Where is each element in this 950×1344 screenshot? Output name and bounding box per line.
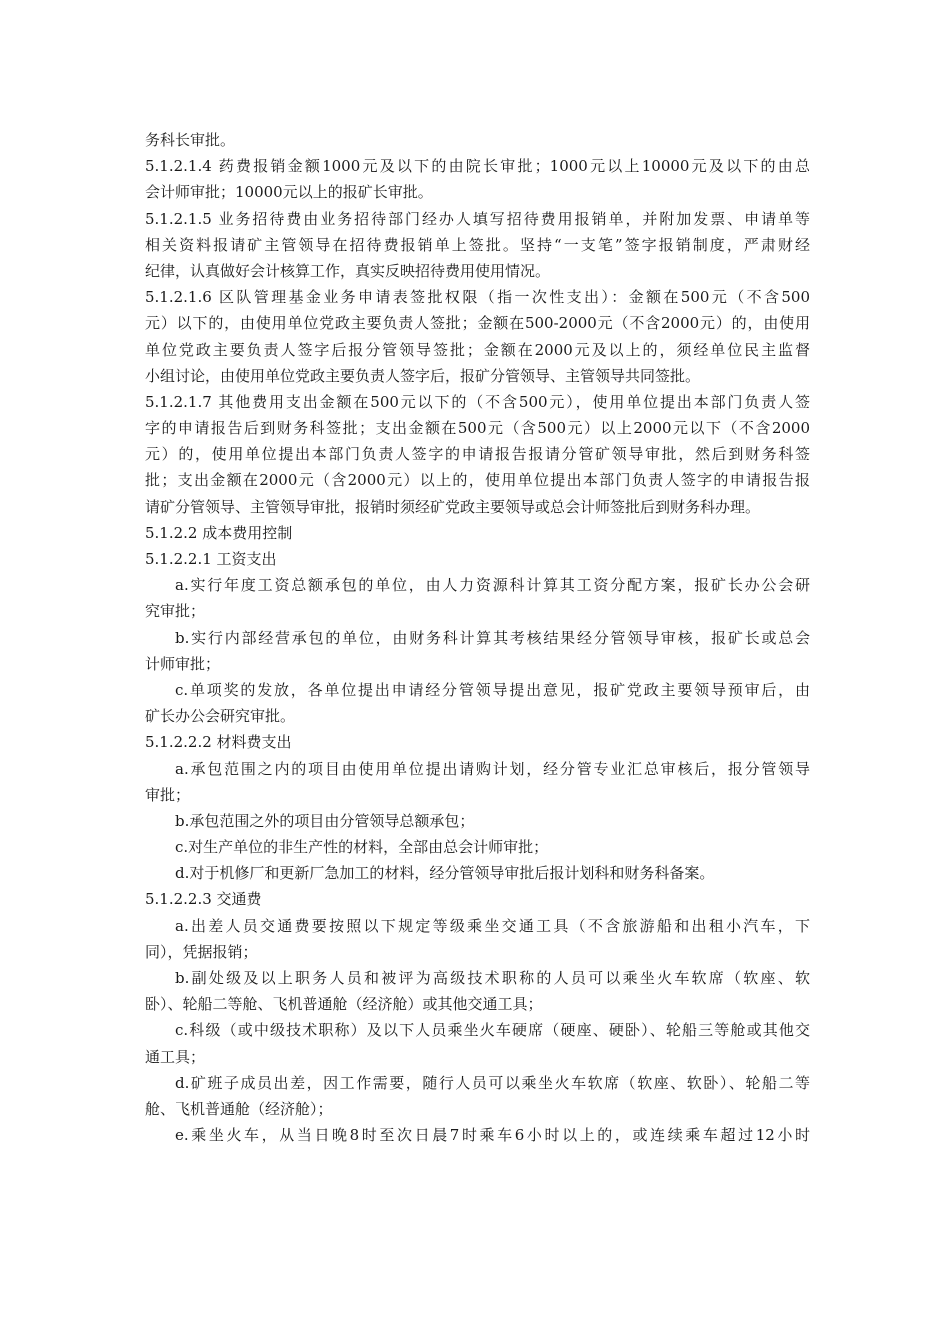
text-line: 单位党政主要负责人签字后报分管领导签批；金额在2000元及以上的，须经单位民主监督	[145, 340, 810, 359]
text-line: 5.1.2.1.7 其他费用支出金额在500元以下的（不含500元），使用单位提出本部门负责人签	[145, 392, 810, 411]
text-line: c.对生产单位的非生产性的材料，全部由总会计师审批；	[175, 838, 549, 857]
text-line: b.承包范围之外的项目由分管领导总额承包；	[175, 811, 475, 830]
text-line: 通工具；	[145, 1047, 206, 1066]
document-body	[145, 127, 810, 1148]
text-line: 小组讨论，由使用单位党政主要负责人签字后，报矿分管领导、主管领导共同签批。	[145, 366, 701, 385]
text-line: 5.1.2.1.6 区队管理基金业务申请表签批权限（指一次性支出）：金额在500元（不含500	[145, 288, 810, 307]
text-line: a.出差人员交通费要按照以下规定等级乘坐交通工具（不含旅游船和出租小汽车，下	[175, 916, 810, 935]
text-line: 5.1.2.2 成本费用控制	[145, 523, 293, 542]
text-line: d.矿班子成员出差，因工作需要，随行人员可以乘坐火车软席（软座、软卧）、轮船二等	[175, 1073, 810, 1092]
text-line: 会计师审批；10000元以上的报矿长审批。	[145, 183, 433, 202]
text-line: 5.1.2.2.1 工资支出	[145, 550, 277, 568]
text-line: b.实行内部经营承包的单位，由财务科计算其考核结果经分管领导审核，报矿长或总会	[175, 628, 810, 647]
text-line: 矿长办公会研究审批。	[145, 707, 296, 726]
text-line: 纪律，认真做好会计核算工作，真实反映招待费用使用情况。	[145, 261, 551, 280]
text-line: 同），凭据报销；	[145, 942, 258, 961]
text-line: 计师审批；	[145, 654, 221, 673]
text-line: 元）以下的，由使用单位党政主要负责人签批；金额在500-2000元（不含2000元）的，由使用	[145, 314, 810, 333]
text-line: b.副处级及以上职务人员和被评为高级技术职称的人员可以乘坐火车软席（软座、软	[175, 969, 810, 987]
text-line: d.对于机修厂和更新厂急加工的材料，经分管领导审批后报计划科和财务科备案。	[175, 864, 715, 883]
text-line: 字的申请报告后到财务科签批；支出金额在500元（含500元）以上2000元以下（不含2000	[145, 419, 810, 438]
text-line: 务科长审批。	[145, 131, 236, 149]
text-line: 请矿分管领导、主管领导审批，报销时须经矿党政主要领导或总会计师签批后到财务科办理。	[145, 497, 761, 516]
text-line: 5.1.2.1.5 业务招待费由业务招待部门经办人填写招待费用报销单，并附加发票、申请单等	[145, 209, 810, 228]
text-line: 5.1.2.2.2 材料费支出	[145, 733, 292, 752]
text-line: c.单项奖的发放，各单位提出申请经分管领导提出意见，报矿党政主要领导预审后，由	[175, 680, 810, 699]
text-line: a.承包范围之内的项目由使用单位提出请购计划，经分管专业汇总审核后，报分管领导	[175, 759, 810, 778]
text-line: c.科级（或中级技术职称）及以下人员乘坐火车硬席（硬座、硬卧）、轮船三等舱或其他交	[175, 1021, 810, 1040]
text-line: 舱、飞机普通舱（经济舱）；	[145, 1099, 333, 1118]
text-line: 5.1.2.1.4 药费报销金额1000元及以下的由院长审批；1000元以上10000元及以下的由总	[145, 157, 810, 176]
text-line: e.乘坐火车，从当日晚8时至次日晨7时乘车6小时以上的，或连续乘车超过12小时	[175, 1126, 810, 1145]
text-line: 卧）、轮船二等舱、飞机普通舱（经济舱）或其他交通工具；	[145, 995, 543, 1014]
text-line: 相关资料报请矿主管领导在招待费报销单上签批。坚持“一支笔”签字报销制度，严肃财经	[145, 235, 810, 254]
text-line: 元）的，使用单位提出本部门负责人签字的申请报告报请分管矿领导审批，然后到财务科签	[145, 445, 810, 464]
text-line: 5.1.2.2.3 交通费	[145, 890, 262, 909]
text-line: 究审批；	[145, 602, 206, 621]
text-line: 审批；	[145, 785, 191, 804]
text-line: 批；支出金额在2000元（含2000元）以上的，使用单位提出本部门负责人签字的申请报告报	[145, 471, 810, 490]
text-line: a.实行年度工资总额承包的单位，由人力资源科计算其工资分配方案，报矿长办公会研	[175, 576, 810, 595]
